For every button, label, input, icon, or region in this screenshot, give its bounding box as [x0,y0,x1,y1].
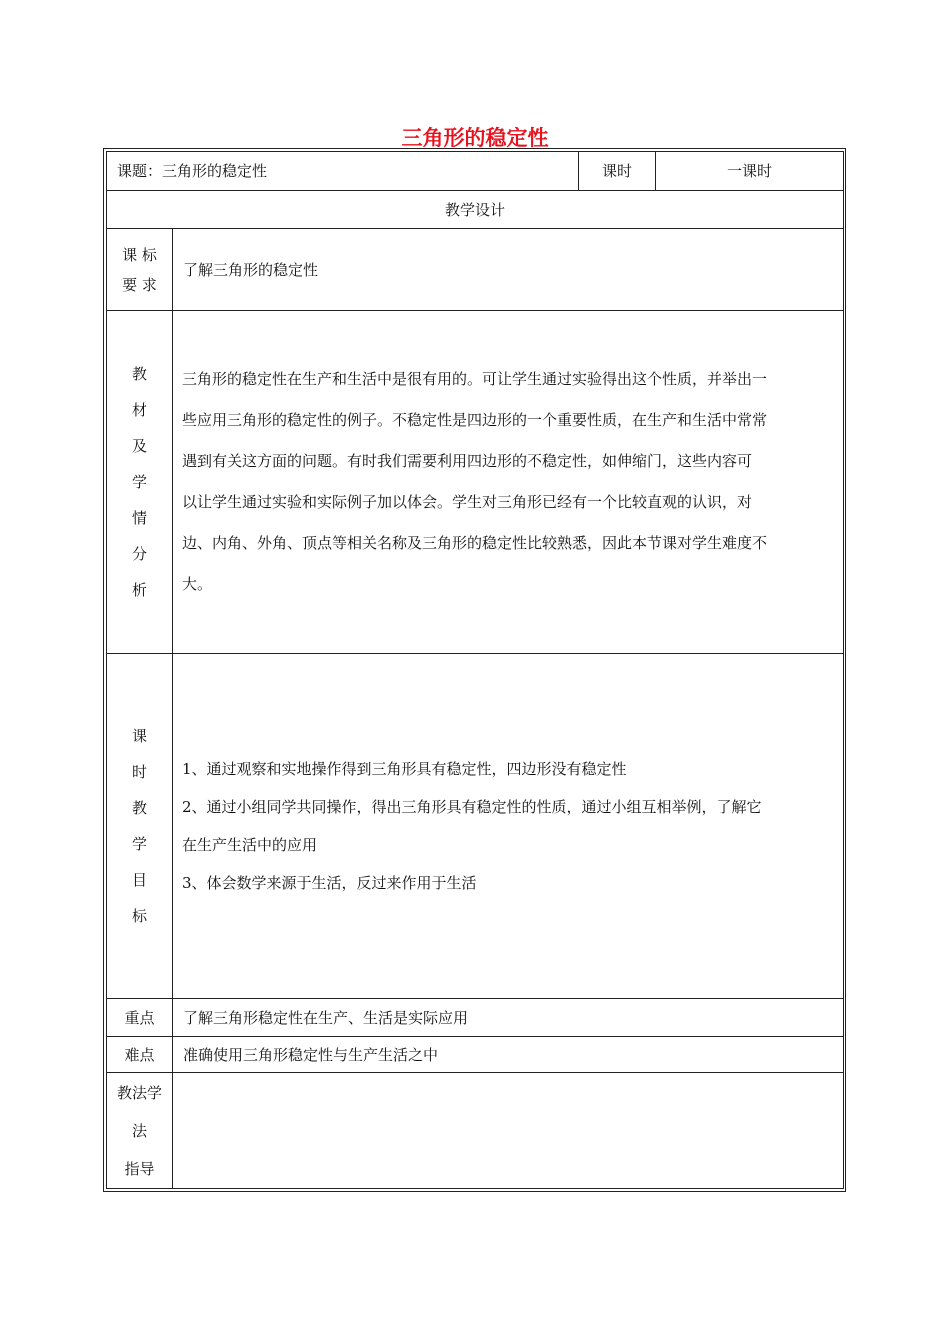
analysis-label-char: 教 [131,365,147,383]
method-row [107,1073,844,1189]
objectives-row [107,654,844,999]
standard-label-line: 要 求 [122,275,157,294]
objective-line: 在生产生活中的应用 [182,836,318,854]
analysis-line: 边、内角、外角、顶点等相关名称及三角形的稳定性比较熟悉，因此本节课对学生难度不 [182,534,768,552]
objective-line: 2、通过小组同学共同操作，得出三角形具有稳定性的性质，通过小组互相举例，了解它 [182,798,762,816]
analysis-label-char: 学 [131,473,147,491]
analysis-line: 以让学生通过实验和实际例子加以体会。学生对三角形已经有一个比较直观的认识，对 [182,493,753,511]
analysis-line: 三角形的稳定性在生产和生活中是很有用的。可让学生通过实验得出这个性质，并举出一 [182,370,768,388]
analysis-text-cell [173,311,844,654]
objectives-label-cell [107,654,173,999]
analysis-label-char: 分 [131,545,147,563]
analysis-label-char: 材 [131,401,147,419]
design-heading-cell: 教学设计 [107,191,844,229]
analysis-row [107,311,844,654]
topic-cell: 课题：三角形的稳定性 [107,152,579,191]
objectives-label-char: 时 [131,763,147,781]
lesson-plan-table [106,151,844,1189]
objectives-label-char: 学 [131,835,147,853]
key-point-text: 了解三角形稳定性在生产、生活是实际应用 [173,999,844,1037]
difficulty-label: 难点 [107,1037,173,1073]
analysis-line: 大。 [182,575,213,593]
difficulty-text: 准确使用三角形稳定性与生产生活之中 [173,1037,844,1073]
analysis-label-cell [107,311,173,654]
standard-label-line: 课 标 [122,245,157,264]
analysis-label-char: 及 [131,437,147,455]
objectives-label-char: 教 [131,799,147,817]
difficulty-row [107,1037,844,1073]
standard-text-cell: 了解三角形的稳定性 [173,229,844,311]
standard-row [107,229,844,311]
analysis-label-char: 情 [131,509,147,527]
objectives-text-cell [173,654,844,999]
objective-line: 1、通过观察和实地操作得到三角形具有稳定性，四边形没有稳定性 [182,760,627,778]
hours-value-cell: 一课时 [656,152,844,191]
method-label-line: 法 [131,1121,147,1140]
objective-line: 3、体会数学来源于生活，反过来作用于生活 [182,874,477,892]
objectives-label-char: 标 [131,907,147,925]
analysis-line: 些应用三角形的稳定性的例子。不稳定性是四边形的一个重要性质，在生产和生活中常常 [182,411,768,429]
key-point-label: 重点 [107,999,173,1037]
objectives-label-char: 课 [131,727,147,745]
standard-label-cell [107,229,173,311]
method-label-cell [107,1073,173,1189]
method-label-line: 指导 [124,1159,155,1178]
analysis-label-char: 析 [131,581,147,599]
objectives-label-char: 目 [131,871,147,889]
hours-label-cell: 课时 [579,152,656,191]
method-text-cell [173,1073,844,1189]
header-row [107,152,844,191]
design-heading-row [107,191,844,229]
analysis-line: 遇到有关这方面的问题。有时我们需要利用四边形的不稳定性，如伸缩门，这些内容可 [182,452,753,470]
document-title: 三角形的稳定性 [401,126,549,150]
method-label-line: 教法学 [116,1083,162,1102]
key-point-row [107,999,844,1037]
